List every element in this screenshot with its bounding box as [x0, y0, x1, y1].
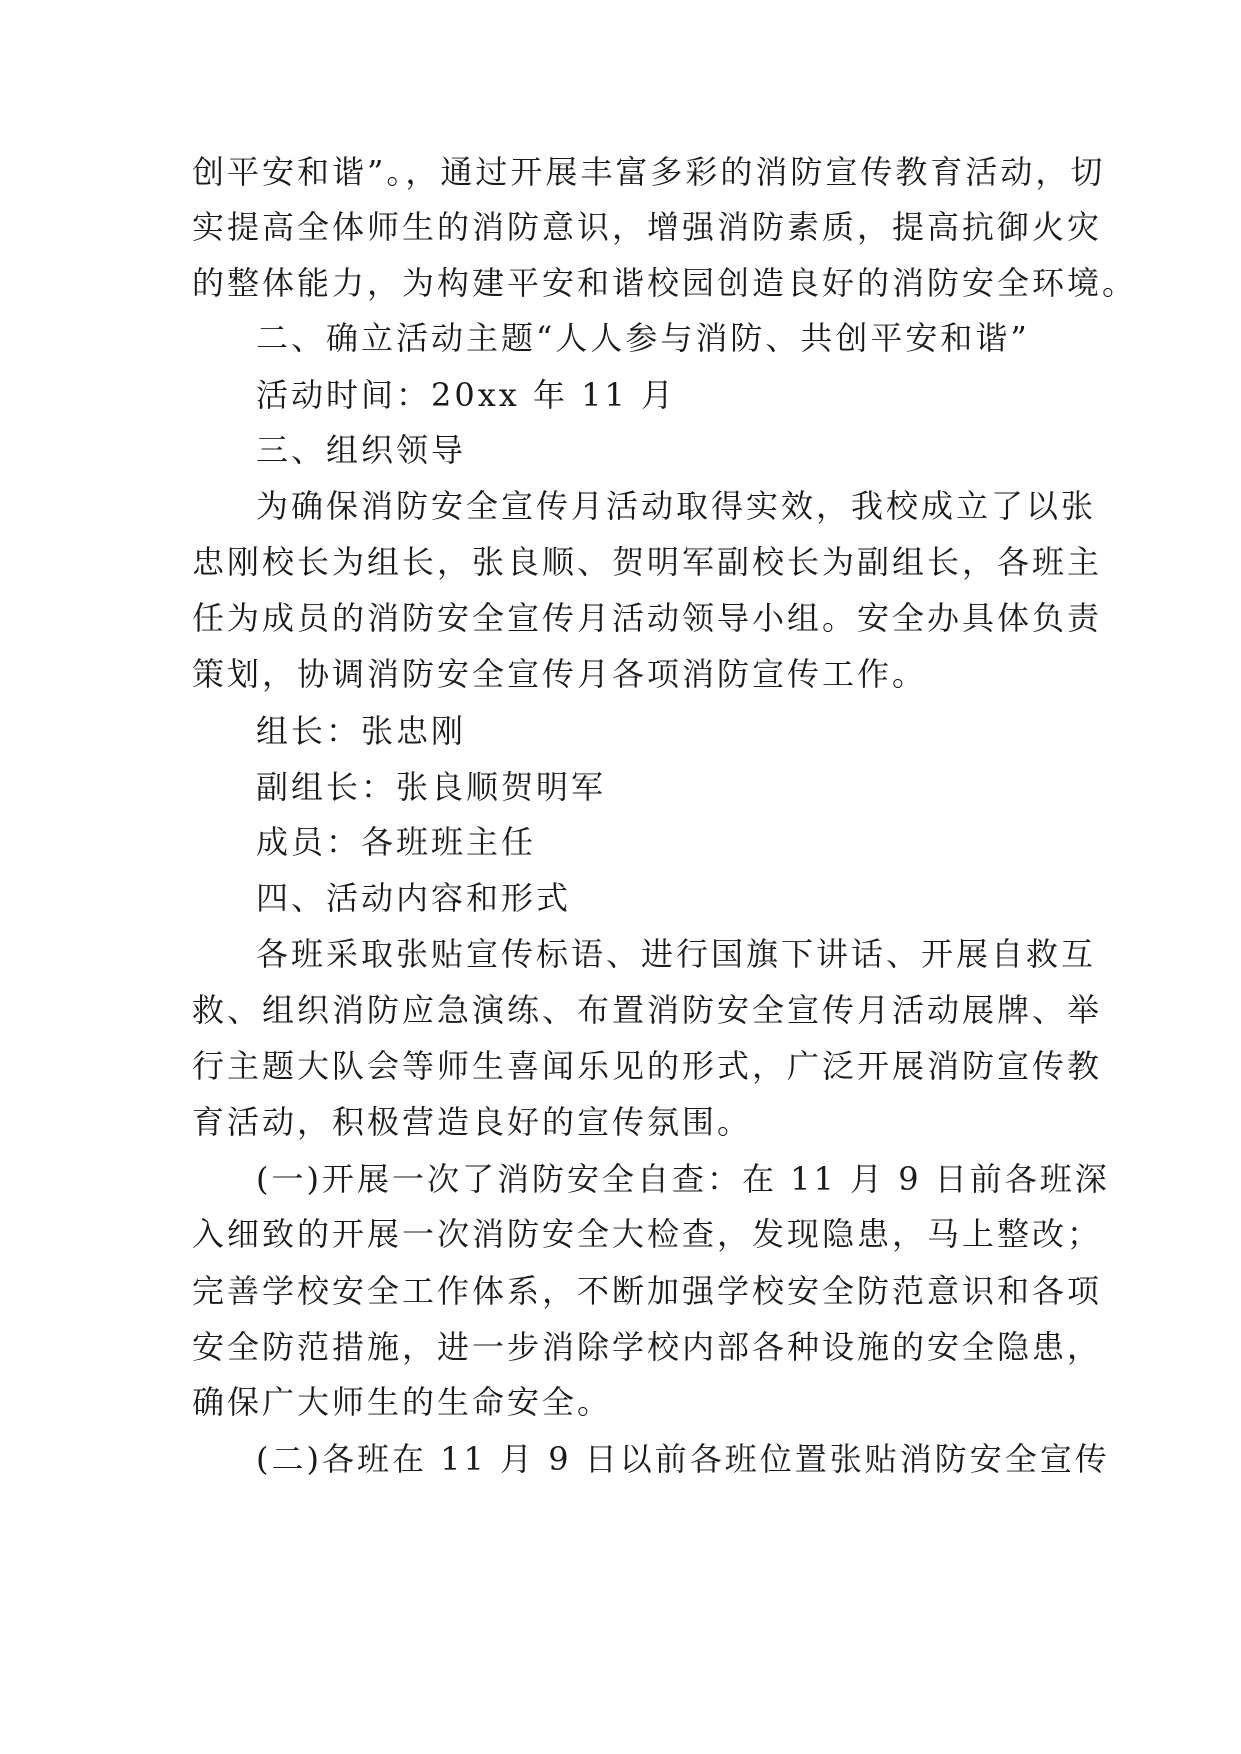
paragraph-line: 创平安和谐”。，通过开展丰富多彩的消防宣传教育活动，切: [192, 153, 1106, 191]
paragraph-line: 实提高全体师生的消防意识，增强消防素质，提高抗御火灾: [192, 208, 1103, 246]
paragraph-line: 完善学校安全工作体系，不断加强学校安全防范意识和各项: [192, 1272, 1103, 1310]
paragraph-line: (二)各班在 11 月 9 日以前各班位置张贴消防安全宣传: [256, 1440, 1110, 1478]
section-heading: 三、组织领导: [256, 431, 467, 469]
paragraph-line: 救、组织消防应急演练、布置消防安全宣传月活动展牌、举: [192, 991, 1103, 1029]
section-heading: 四、活动内容和形式: [256, 879, 572, 917]
paragraph-line: (一)开展一次了消防安全自查：在 11 月 9 日前各班深: [256, 1160, 1110, 1198]
paragraph-line: 忠刚校长为组长，张良顺、贺明军副校长为副组长，各班主: [192, 543, 1103, 581]
paragraph-line: 安全防范措施，进一步消除学校内部各种设施的安全隐患，: [192, 1328, 1103, 1366]
paragraph-line: 组长：张忠刚: [256, 712, 467, 750]
paragraph-line: 的整体能力，为构建平安和谐校园创造良好的消防安全环境。: [192, 264, 1138, 302]
paragraph-line: 成员：各班班主任: [256, 823, 537, 861]
paragraph-line: 为确保消防安全宣传月活动取得实效，我校成立了以张: [256, 487, 1097, 525]
paragraph-line: 任为成员的消防安全宣传月活动领导小组。安全办具体负责: [192, 599, 1103, 637]
paragraph-line: 副组长：张良顺贺明军: [256, 768, 607, 806]
paragraph-line: 入细致的开展一次消防安全大检查，发现隐患，马上整改；: [192, 1215, 1103, 1253]
paragraph-line: 行主题大队会等师生喜闻乐见的形式，广泛开展消防宣传教: [192, 1047, 1103, 1085]
section-heading: 二、确立活动主题“人人参与消防、共创平安和谐”: [256, 319, 1030, 357]
paragraph-line: 活动时间：20xx 年 11 月: [256, 376, 677, 414]
paragraph-line: 确保广大师生的生命安全。: [192, 1383, 613, 1421]
paragraph-line: 策划，协调消防安全宣传月各项消防宣传工作。: [192, 655, 928, 693]
paragraph-line: 各班采取张贴宣传标语、进行国旗下讲话、开展自救互: [256, 935, 1097, 973]
paragraph-line: 育活动，积极营造良好的宣传氛围。: [192, 1103, 753, 1141]
